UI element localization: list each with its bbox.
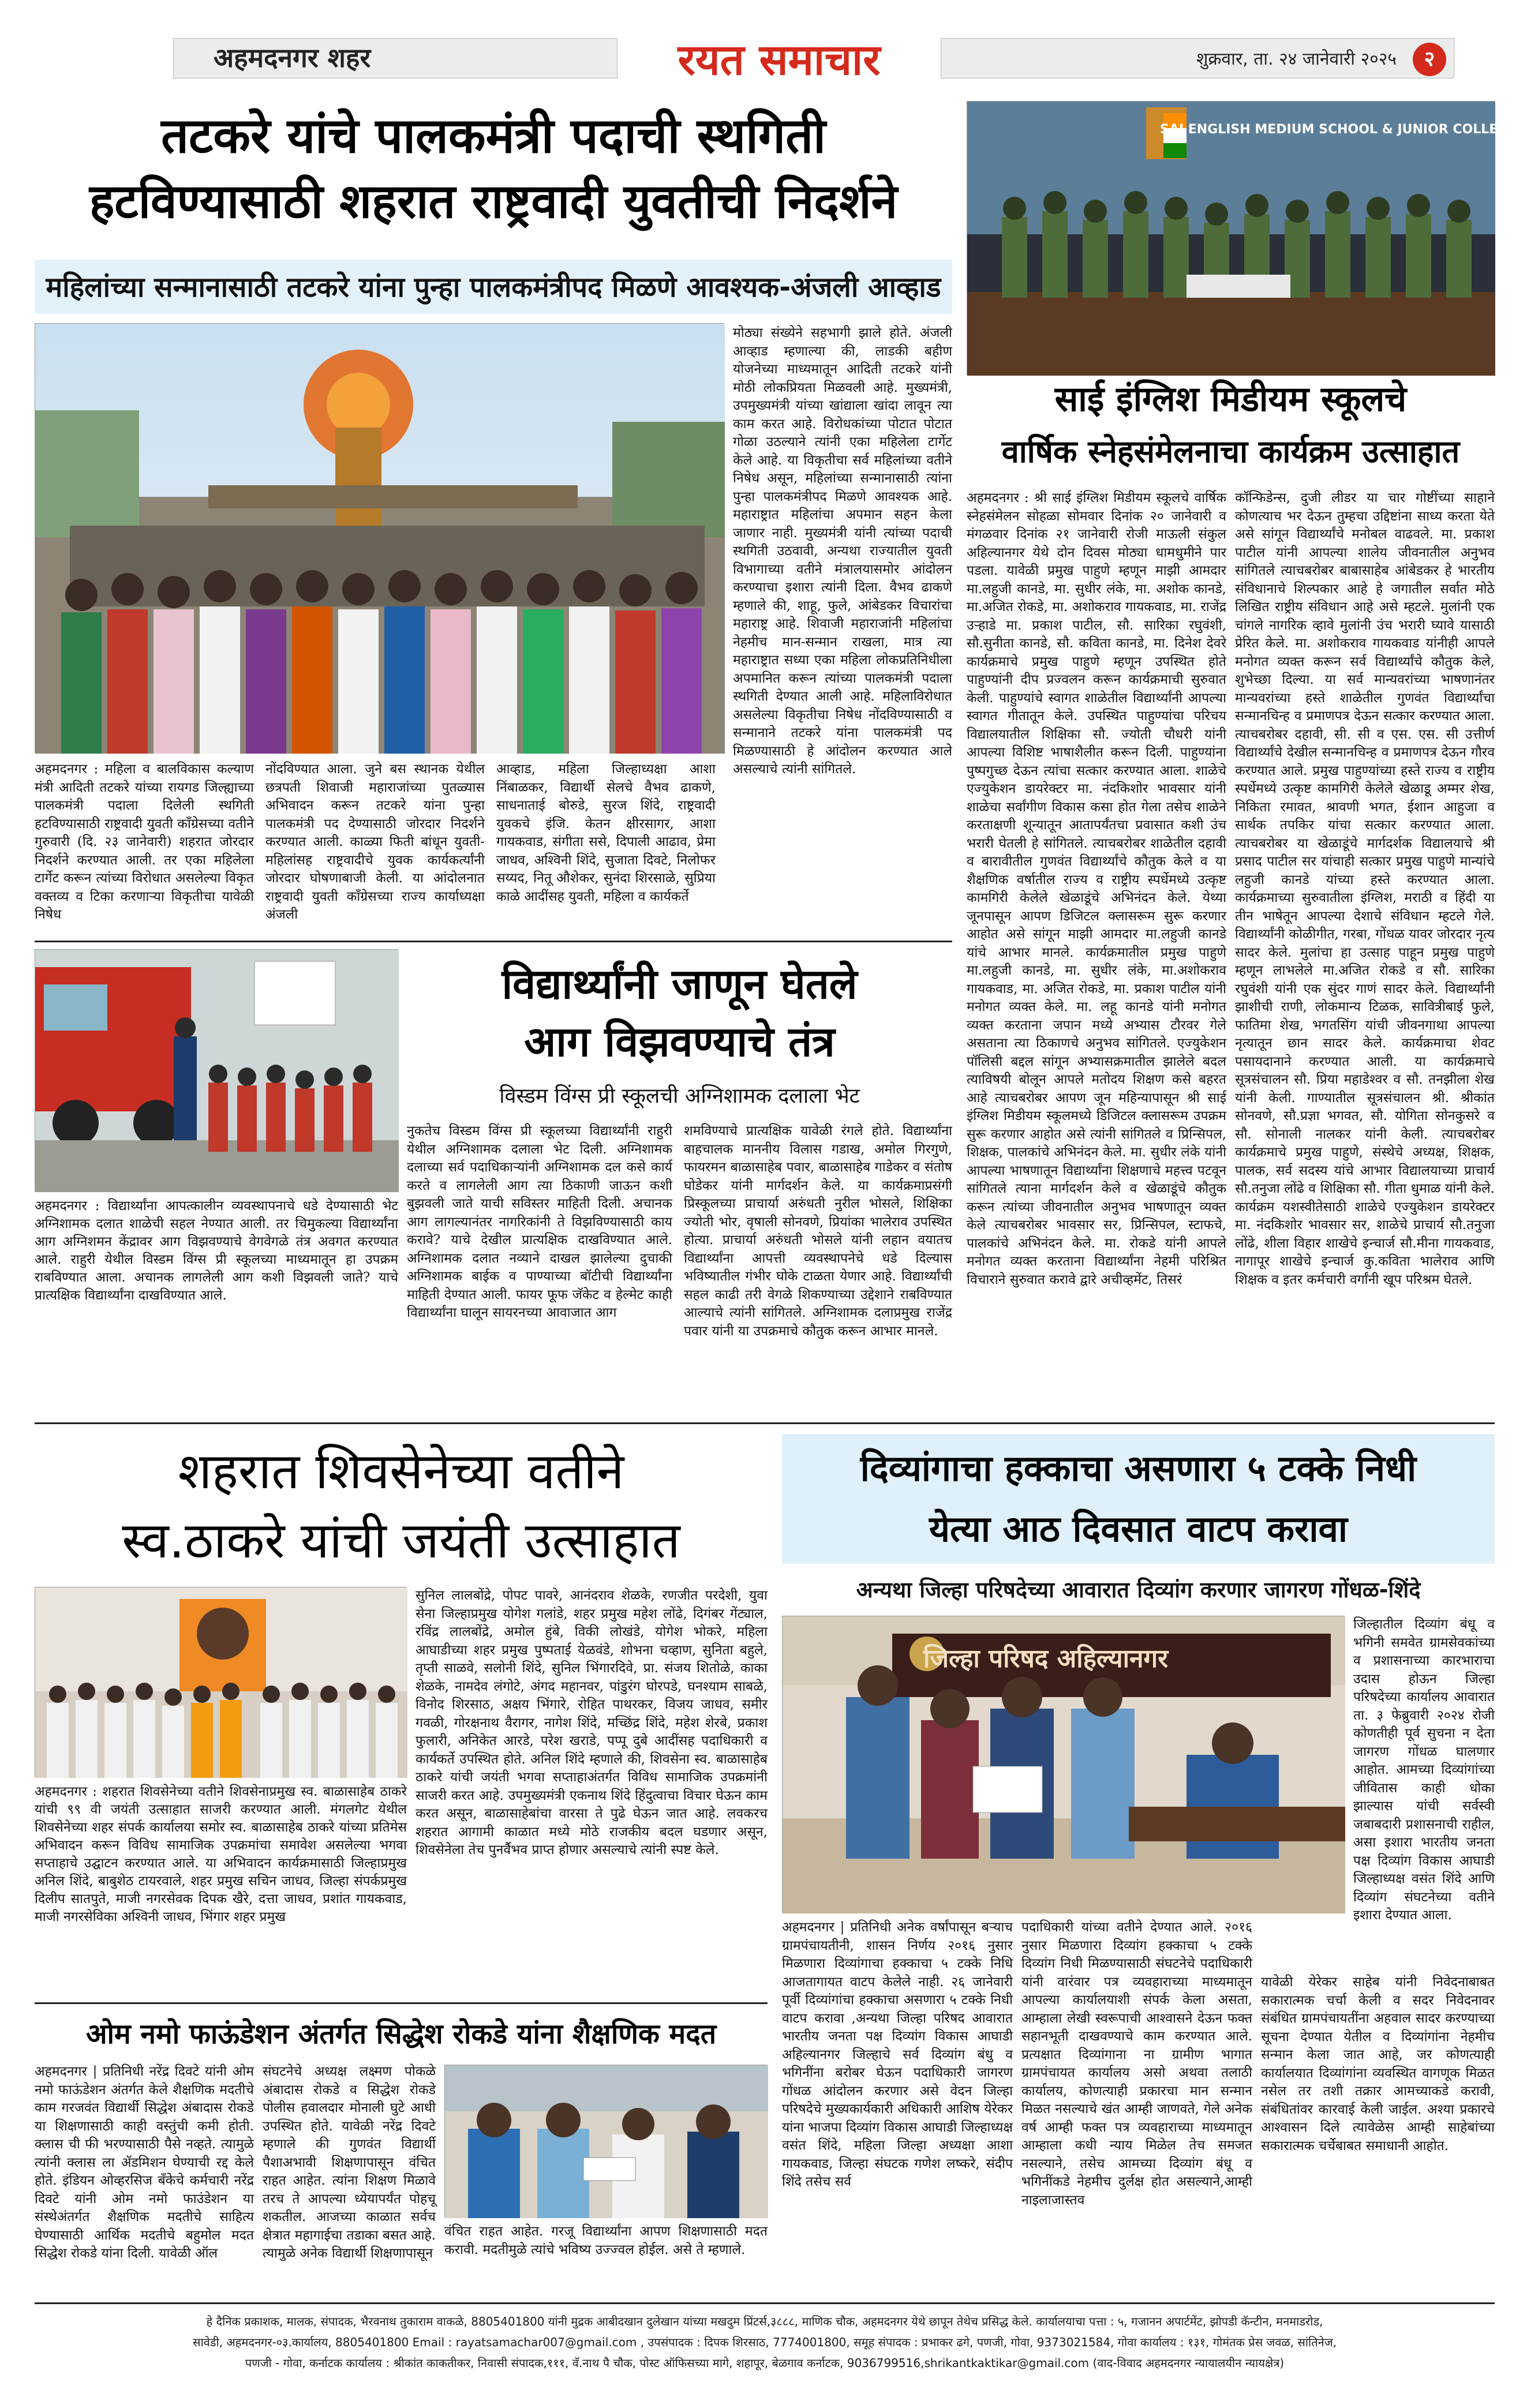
story1-column-1: अहमदनगर : महिला व बालविकास कल्याण मंत्री आदिती तटकरे यांच्या रायगड जिल्ह्याच्या पालकमंत्री पदाला दिलेली स्थगिती हटविण्यासाठी राष्ट्रवादी युवती काँग्रेसच्या वतीने गुरुवारी (दि. २३ जानेवारी) शहरात जोरदार निदर्शने करण्यात आली. तर एका महिलेला टार्गेट करून त्यांच्या विरोधात असलेल्या विकृत वक्तव्य व टिका करणाऱ्या विकृतीचा यावेळी निषेध: [35, 762, 254, 922]
shivsena-event-illustration: [35, 1587, 407, 1778]
story5-headline: ओम नमो फाऊंडेशन अंतर्गत सिद्धेश रोकडे यांना शैक्षणिक मदत: [85, 2018, 717, 2050]
story6-column-3: यावेळी येरेकर साहेब यांनी निवेदनाबाबत सकारात्मक चर्चा केली व सदर निवेदनावर संबंधित ग्रामपंचायतींना अहवाल सादर करण्याच्या सूचना देण्यात येतील व दिव्यांगांना नेहमीच सन्मान केला जात आहे, जर कोणत्याही कार्यालयात दिव्यांगांना व्यवस्थित वागणूक मिळत नसेल तर तशी तक्रार आमच्याकडे करावी, संबंधितांवर कारवाई केली जाईल. अश्या प्रकारचे आश्वासन दिले त्यावेळेस आम्ही साहेबांच्या सकारात्मक चर्चेबाबत समाधानी आहोत.: [1261, 1975, 1495, 2154]
story6-column-2: पदाधिकारी यांच्या वतीने देण्यात आले. २०१६ नुसार मिळणारा दिव्यांग हक्काचा ५ टक्के दिव्यांग निधी मिळण्यासाठी संघटनेचे पदाधिकारी यांनी वारंवार पत्र व्यवहाराच्या माध्यमातून आपल्या कार्यालयाशी संपर्क केला असता, आम्हाला लेखी स्वरूपाची आश्वासने देऊन फक्त सहानभूती दाखवण्याचे काम करण्यात आले. प्रत्यक्षात दिव्यांगाना ना ग्रामीण भागात ग्रामपंचायत कार्यालय असो अथवा तलाठी कार्यालय, कोणत्याही प्रकारचा मान सन्मान मिळत नसल्याचे खंत आम्ही जाणवते, गेले अनेक वर्ष आम्ही फक्त पत्र व्यवहाराच्या माध्यमातून आम्हाला कधी न्याय मिळेल तेच समजत नसल्याने, तसेच आमच्या दिव्यांग बंधू व भगिनींकडे नेहमीच दुर्लक्ष होत असल्याने,आम्ही नाइलाजास्तव: [1021, 1920, 1252, 2208]
story2-column-1: अहमदनगर : श्री साई इंग्लिश मिडीयम स्कूलचे वार्षिक स्नेहसंमेलन सोहळा सोमवार दिनांक २० जानेवारी व मंगळवार दिनांक २१ जानेवारी रोजी माऊली संकुल अहिल्यानगर येथे दोन दिवस मोठ्या धामधुमीने पार पडला. यावेळी प्रमुख पाहुणे म्हणून माझी आमदार मा.लहुजी कानडे, मा. सुधीर लंके, मा. अशोक कानडे, मा.अजित रोकडे, मा. अशोकराव गायकवाड, मा. राजेंद्र उऱ्हाडे मा. प्रकाश पाटील, सौ. सारिका रघुवंशी, सौ.सुनीता कानडे, सौ. कविता कानडे, मा. दिनेश देवरे कार्यक्रमाचे प्रमुख पाहुणे म्हणून उपस्थित होते पाहुण्यांनी दीप प्रज्वलन करून कार्यक्रमाची सुरुवात केली. पाहुण्यांचे स्वागत शाळेतील विद्यार्थ्यांनी आपल्या स्वागत गीतातून केले. उपस्थित पाहुण्यांचा परिचय विद्यालयातील शिक्षिका सौ. ज्योती चौधरी यांनी आपल्या विशिष्ट भाषाशैलीत करून दिली. पाहुण्यांना पुष्पगुच्छ देऊन त्यांचा सत्कार करण्यात आला. शाळेचे एज्युकेशन डायरेक्टर मा. नंदकिशोर भावसार यांनी शाळेचा सर्वांगीण विकास कसा होत गेला तसेच शाळेने करताक्षणी शून्यातून आतापर्यंतचा प्रवासात कशी उंच भरारी घेतली हे सांगितले. त्याचबरोबर शाळेतील दहावी व बारावीतील गुणवंत विद्यार्थ्यांचे कौतुक केले व या शैक्षणिक वर्षातील राज्य व राष्ट्रीय स्पर्धेमध्ये उत्कृष्ट कामगिरी केलेले खेळाडूंचे अभिनंदन केले. येथ्या जूनपासून आपण डिजिटल क्लासरूम सुरू करणार आहोत असे सांगून माझी आमदार मा.लहुजी कानडे यांचे आभार मानले. कार्यक्रमातील प्रमुख पाहुणे मा.लहुजी कानडे, मा. सुधीर लंके, मा.अशोकराव गायकवाड, मा. अजित रोकडे, मा. प्रकाश पाटील यांनी मनोगत व्यक्त केले. मा. लहू कानडे यांनी मनोगत व्यक्त करताना जपान मध्ये अभ्यास टौरवर गेले असताना त्या ठिकाणचे अनुभव सांगितले. एज्युकेशन पॉलिसी बद्दल सांगून अभ्यासक्रमातील झालेले बदल त्याविषयी बोलून आपले मतोदय शिक्षण कसे बहरत आहे त्याचबरोबर आपण जून महिन्यापासून श्री साई इंग्लिश मिडीयम स्कूलमध्ये डिजिटल क्लासरूम उपक्रम सुरू करणार आहोत असे त्यांनी सांगितले व प्रिन्सिपल, शिक्षक, पालकांचे अभिनंदन केले. मा. सुधीर लंके यांनी आपल्या भाषणातून विद्यार्थ्यांना शिक्षणाचे महत्त्व पटवून सांगितले त्याना मार्गदर्शन केले व खेळाडूंचे कौतुक करून त्यांच्या जीवनातील अनुभव भाषणातून व्यक्त केले त्याचबरोबर भावसार सर, प्रिन्सिपल, स्टाफचे, पालकांचे अभिनंदन केले. मा. रोकडे यांनी आपले मनोगत व्यक्त करताना विद्यार्थ्यांना नेहमी परिश्रित विचाराने सुरुवात करावे द्वारे अचीव्हमेंट, तिसरं: [967, 490, 1226, 1287]
edition-label: अहमदनगर शहर: [214, 42, 371, 73]
story6-column-right-top: जिल्हातील दिव्यांग बंधू व भगिनी समवेत ग्रामसेवकांच्या व प्रशासनाच्या कारभाराचा उदास होऊन जिल्हा परिषदेच्या कार्यालय आवारात ता. ३ फेब्रुवारी २०२४ रोजी कोणतीही पूर्व सुचना न देता जागरण गोंधळ घालणार आहोत. आमच्या दिव्यांगांच्या जीवितास काही धोका झाल्यास यांची सर्वस्वी जबाबदारी प्रशासनाची राहील, असा इशारा भारतीय जनता पक्ष दिव्यांग विकास आघाडी जिल्हाध्यक्ष वसंत शिंदे आणि दिव्यांग संघटनेच्या वतीने इशारा देण्यात आला.: [1353, 1617, 1495, 1923]
zilla-parishad-sign: जिल्हा परिषद अहिल्यानगर: [923, 1644, 1169, 1673]
foundation-photo: [444, 2065, 768, 2218]
story3-headline-line1: विद्यार्थ्यांनी जाणून घेतले: [501, 960, 858, 1008]
story3-column-1: नुकतेच विस्डम विंग्स प्री स्कूलच्या विद्यार्थ्यांनी राहुरी येथील अग्निशामक दलाला भेट दिली. अग्निशामक दलाच्या सर्व पदाधिकाऱ्यांनी अग्निशामक दल कसे कार्य करते व लागलेली आग त्या ठिकाणी जाऊन कशी बुझवली जाते याची सविस्तर माहिती दिली. अचानक आग लागल्यानंतर नागरिकांनी ते विझविण्यासाठी काय करावे? याचे देखील प्रात्यक्षिक दाखविण्यात आले. अग्निशामक दलात नव्याने दाखल झालेल्या दुचाकी अग्निशामक बाईक व पाण्याच्या बॉटीची विद्यार्थ्यांना माहिती देण्यात आली. फायर फूफ जॅकेट व हेल्मेट काही विद्यार्थ्यांना घालून सायरनच्या आवाजात आग: [407, 1124, 672, 1320]
page-number: २: [1413, 43, 1446, 76]
fire-brigade-illustration: [35, 950, 399, 1192]
story5-column-2: संघटनेचे अध्यक्ष लक्ष्मण पोकळे अंबादास रोकडे व सिद्धेश रोकडे पोलीस हवालदार मोनाली घुटे आधी उपस्थित होते. यावेळी नरेंद्र दिवटे म्हणाले की गुणवंत विद्यार्थी पैशाअभावी शिक्षणापासून वंचित राहत आहेत. त्यांना शिक्षण मिळावे तरच ते आपल्या ध्येयापर्यंत पोहचू शकतील. आजच्या काळात सर्वच क्षेत्रात महागाईचा तडाका बसत आहे. त्यामुळे अनेक विद्यार्थी शिक्षणापासून: [263, 2064, 436, 2261]
school-banner-text: SAI ENGLISH MEDIUM SCHOOL & JUNIOR COLLEGE: [1160, 122, 1517, 137]
foundation-photo-illustration: [445, 2065, 768, 2218]
story1-subheading: महिलांच्या सन्मानासाठी तटकरे यांना पुन्हा पालकमंत्रीपद मिळणे आवश्यक-अंजली आव्हाड: [46, 271, 941, 304]
divider: [35, 941, 952, 942]
story6-headline-line1: दिव्यांगाचा हक्काचा असणारा ५ टक्के निधी: [860, 1447, 1417, 1489]
protest-photo: [35, 323, 724, 753]
story1-column-3: आव्हाड, महिला जिल्हाध्यक्षा आशा निंबाळकर, विद्यार्थी सेलचे वैभव ढाकणे, साधनाताई बोरुडे, सुरज शिंदे, राष्ट्रवादी युवकचे इंजि. केतन क्षीरसागर, आशा गायकवाड, संगीता ससे, दिपाली आढाव, प्रेमा जाधव, अश्विनी शिंदे, सुजाता दिवटे, निलोफर सय्यद, नितू औशेकर, सुनंदा शिरसाळे, सुप्रिया काळे आदींसह युवती, महिला व कार्यकर्ते: [496, 762, 716, 904]
story3-headline-line2: आग विझवण्याचे तंत्र: [524, 1017, 835, 1066]
story3-subheading: विस्डम विंग्स प्री स्कूलची अग्निशामक दलाला भेट: [499, 1084, 860, 1108]
divider: [35, 2002, 768, 2004]
story4-caption: अहमदनगर : शहरात शिवसेनेच्या वतीने शिवसेनाप्रमुख स्व. बाळासाहेब ठाकरे यांची ९९ वी जयंती उत्साहात साजरी करण्यात आली. मंगलगेट येथील शिवसेनेच्या शहर संपर्क कार्यालया समोर स्व. बाळासाहेब ठाकरे यांच्या प्रतिमेस अभिवादन करून विविध सामाजिक उपक्रमांचा समावेश असलेल्या भगवा सप्ताहाचे उद्घाटन करण्यात आले. या अभिवादन कार्यक्रमासाठी जिल्हाप्रमुख अनिल शिंदे, बाबुशेठ टायरवाले, शहर प्रमुख सचिन जाधव, जिल्हा संपर्कप्रमुख दिलीप सातपुते, माजी नगरसेवक दिपक खैरे, दत्ता जाधव, प्रशांत गायकवाड, माजी नगरसेविका अश्विनी जाधव, भिंगार शहर प्रमुख: [35, 1784, 407, 1924]
issue-date: शुक्रवार, ता. २४ जानेवारी २०२५: [1196, 49, 1397, 69]
paper-name: रयत समाचार: [678, 35, 881, 85]
school-event-photo: [967, 101, 1517, 375]
story1-column-2: नोंदविण्यात आला. जुने बस स्थानक येथील छत्रपती शिवाजी महाराजांच्या पुतळ्यास अभिवादन करून तटकरे यांना पुन्हा पालकमंत्री पद देण्यासाठी जोरदार निदर्शने करण्यात आली. काळ्या फिती बांधून युवती-महिलांसह राष्ट्रवादीचे युवक कार्यकर्त्यांनी जोरदार घोषणाबाजी केली. या आंदोलनात राष्ट्रवादी युवती काँग्रेसच्या राज्य कार्याध्यक्षा अंजली: [265, 762, 485, 922]
divider: [35, 2302, 1495, 2304]
story1-column-right-top: मोठ्या संख्येने सहभागी झाले होते. अंजली आव्हाड म्हणाल्या की, लाडकी बहीण योजनेच्या माध्यमातून आदिती तटकरे यांनी मोठी लोकप्रियता मिळवली आहे. मुख्यमंत्री, उपमुख्यमंत्री यांच्या खांद्याला खांदा लावून त्या काम करत आहे. विरोधकांच्या पोटात पोटात गोळा उठल्याने त्यांनी एका महिलेला टार्गेट केले आहे. या विकृतीचा सर्व महिलांच्या वतीने निषेध असून, महिलांच्या सन्मानासाठी त्यांना पुन्हा पालकमंत्रीपद मिळणे आवश्यक आहे. महाराष्ट्रात महिलांचा अपमान सहन केला जाणार नाही. मुख्यमंत्री यांनी त्यांच्या पदाची स्थगिती उठवावी, अन्यथा राज्यातील युवती विभागाच्या वतीने मंत्रालयासमोर आंदोलन करण्याचा इशारा त्यांनी दिला. वैभव ढाकणे म्हणाले की, शाहू, फुले, आंबेडकर विचारांचा महाराष्ट्र आहे. शिवाजी महाराजांनी महिलांचा नेहमीच मान-सन्मान राखला, मात्र त्या महाराष्ट्रात सध्या एका महिला लोकप्रतिनिधीला अपमानित करून त्यांच्या पालकमंत्री पदाला स्थगिती देण्यात आली आहे. महिलाविरोधात असलेल्या विकृतीचा निषेध नोंदविण्यासाठी व सन्मानाने तटकरे यांना पालकमंत्री पद मिळण्यासाठी हे आंदोलन करण्यात आले असल्याचे त्यांनी सांगितले.: [733, 325, 952, 777]
story6-column-1: अहमदनगर | प्रतिनिधी अनेक वर्षांपासून बऱ्याच ग्रामपंचायतीनी, शासन निर्णय २०१६ नुसार मिळणारा दिव्यांगाचा हक्काचा ५ टक्के निधि आजतागायत वाटप केलेले नाही. २६ जानेवारी पूर्वी दिव्यांगांचा हक्काचा असणारा ५ टक्के निधी वाटप करावा ,अन्यथा जिल्हा परिषद आवारात भारतीय जनता पक्ष दिव्यांग विकास आघाडी अहिल्यानगर जिल्हाचे सर्व दिव्यांग बंधु व भगिनींना बरोबर घेऊन पदाधिकारी जागरण गोंधळ आंदोलन करणार असे वेदन जिल्हा परिषदेचे मुख्यकार्यकारी अधिकारी आशिष येरेकर यांना भाजपा दिव्यांग विकास आघाडी जिल्हाध्यक्ष वसंत शिंदे, महिला जिल्हा अध्यक्षा आशा गायकवाड, जिल्हा संघटक गणेश लष्करे, संदीप शिंदे तसेच सर्व: [782, 1920, 1013, 2189]
story4-headline-line2: स्व.ठाकरे यांची जयंती उत्साहात: [122, 1512, 680, 1570]
imprint-line-3: पणजी - गोवा, कर्नाटक कार्यालय : श्रीकांत काकतीकर, निवासी संपादक,१११, वॅ.नाथ पै चौक, पोस्ट ऑफिसच्या मागे, शहापूर, बेळगाव कर्नाटक, 9036799516,shrikantkaktikar@gmail.com (वाद-विवाद अहमदनगर न्यायालयीन न्यायक्षेत्र): [245, 2356, 1285, 2370]
divider: [35, 1422, 1495, 1424]
imprint-line-2: सावेडी, अहमदनगर-०३.कार्यालय, 8805401800 Email : rayatsamachar007@gmail.com , उपसंपादक : दिपक शिरसाठ, 7774001800, समूह संपादक : प्रभाकर ढगे, पणजी, गोवा, 9373021584, गोवा कार्यालय : १३१, गोमंतक प्रेस जवळ, सांतिनेज,: [193, 2335, 1337, 2349]
story3-caption: अहमदनगर : विद्यार्थ्यांना आपत्कालीन व्यवस्थापनाचे धडे देण्यासाठी भेट अग्निशामक दलात शाळेची सहल नेण्यात आली. तर चिमुकल्या विद्यार्थ्यांना आग अग्निशमन केंद्रावर आग विझवण्याचे वेगवेगळे तंत्र अवगत करण्यात आले. राहुरी येथील विस्डम विंग्स प्री स्कूलच्या माध्यमातून हा उपक्रम राबविण्यात आला. अचानक लागलेली आग कशी विझवली जाते? याचे प्रात्यक्षिक विद्यार्थ्यांना दाखविण्यात आले.: [35, 1199, 398, 1303]
story2-column-2: कॉन्फिडेन्स, दुजी लीडर या चार गोष्टींच्या साहाने कोणत्याच भर देऊन तुम्हचा उद्दिष्टांना साध्य करता येते असे सांगून विद्यार्थ्यांचे मनोबल वाढवले. मा. प्रकाश पाटील यांनी आपल्या शालेय जीवनातील अनुभव सांगितले त्याचबरोबर बाबासाहेब आंबेडकर हे भारतीय संविधानाचे शिल्पकार आहे हे जगातील सर्वात मोठे लिखित राष्ट्रीय संविधान आहे असे म्हटले. मुलांनी एक चांगले नागरिक व्हावे मुलांनी उंच भरारी घ्यावे यासाठी प्रेरित केले. मा. अशोकराव गायकवाड यांनीही आपले मनोगत व्यक्त करून सर्व विद्यार्थ्यांचे कौतुक केले, शुभेच्छा दिल्या. या सर्व मान्यवरांच्या भाषणानंतर मान्यवरांच्या हस्ते शाळेतील गुणवंत विद्यार्थ्यांचा सन्मानचिन्ह व प्रमाणपत्र देऊन सत्कार करण्यात आला. त्याचबरोबर दहावी, सी. सी व एस. एस. सी उत्तीर्ण विद्यार्थ्यांचे देखील सन्मानचिन्ह व प्रमाणपत्र देऊन गौरव करण्यात आले. प्रमुख पाहुण्यांच्या हस्ते राज्य व राष्ट्रीय स्पर्धेमध्ये उत्कृष्ट कामगिरी केलेले खेळाडू अम्मर शेख, निकिता रमावत, श्रावणी भगत, ईशान आहुजा व सार्थक तपकिर यांचा सत्कार करण्यात आला. त्याचबरोबर या खेळाडूंचे मार्गदर्शक विद्यालयाचे श्री प्रसाद पाटील सर यांचाही सत्कार प्रमुख पाहुणे मान्यांचे लहुजी कानडे यांच्या हस्ते करण्यात आला. कार्यक्रमाच्या सुरुवातीला इंग्लिश, मराठी व हिंदी या तीन भाषेतून आपल्या देशाचे संविधान म्हटले गेले. विद्यार्थ्यांनी कोळीगीत, गरबा, गोंधळ यावर जोरदार नृत्य सादर केले. मुलांचा हा उत्साह पाहून प्रमुख पाहुणे म्हणून लाभलेले मा.अजित रोकडे व सौ. सारिका रघुवंशी यांनी एक सुंदर गाणं सादर केले. विद्यार्थ्यांनी झाशीची राणी, लोकमान्य टिळक, सावित्रीबाई फुले, फातिमा शेख, भगतसिंग यांची जीवनगाथा आपल्या नृत्यातून छान सादर केले. कार्यक्रमाचा शेवट पसायदानाने करण्यात आली. या कार्यक्रमाचे सूत्रसंचालन सौ. प्रिया महाडेश्वर व सौ. तनझीला शेख यांनी केली. गाण्यातील सूत्रसंचालन श्री. श्रीकांत सोनवणे, सौ.प्रज्ञा भगवत, सौ. योगिता सोनकुसरे व सौ. सोनाली नालकर यांनी केली. त्याचबरोबर कार्यक्रमाचे प्रमुख पाहुणे, संस्थेचे अध्यक्ष, शिक्षक, पालक, सर्व सदस्य यांचे आभार विद्यालयाच्या प्राचार्य सौ.तनुजा लोंढे व शिक्षिका सौ. गीता धुमाळ यांनी केले. कार्यक्रम यशस्वीतेसाठी शाळेचे एज्युकेशन डायरेक्टर मा. नंदकिशोर भावसार सर, शाळेचे प्राचार्य सौ.तनुजा लोंढे, शीला विहार शाखेचे इन्चार्ज सौ.मीना गायकवाड, नागापूर शाखेचे इन्चार्ज कु.कविता भालेराव आणि शिक्षक व इतर कर्मचारी वर्गांनी खूप परिश्रम घेतले.: [1235, 490, 1495, 1287]
story5-column-3: वंचित राहत आहेत. गरजू विद्यार्थ्यांना आपण शिक्षणासाठी मदत करावी. मदतीमुळे त्यांचे भविष्य उज्ज्वल होईल. असे ते म्हणाले.: [444, 2224, 768, 2257]
masthead: [173, 32, 1483, 90]
story1-headline-line2: हटविण्यासाठी शहरात राष्ट्रवादी युवतीची निदर्शने: [89, 174, 898, 229]
story4-column: सुनिल लालबोंद्रे, पोपट पावरे, आनंदराव शेळके, रणजीत परदेशी, युवा सेना जिल्हाप्रमुख योगेश गलांडे, शहर प्रमुख महेश लोंढे, दिगंबर गेंट्याल, रविंद्र लालबोंद्रे, अमोल हुंबे, विकी लोखंडे, योगेश भोकरे, महिला आघाडीच्या शहर प्रमुख पुष्पताई येळवंडे, शोभना चव्हाण, सुनिता बहुले, तृप्ती साळवे, सलोनी शिंदे, सुनिल भिंगारदिवे, प्रा. संजय शितोळे, काका शेळके, नामदेव लंगोटे, अंगद महानवर, पांडुरंग घोरपडे, घनश्याम साबळे, विनोद शिरसाठ, अक्षय भिंगारे, रोहित पाथरकर, विजय जाधव, समीर गवळी, गोरक्षनाथ वैरागर, नागेश शिंदे, मच्छिंद्र शिंदे, महेश शेरबे, प्रकाश फुलारी, अनिकेत आरडे, परेश खराडे, पप्पू दुबे आदींसह पदाधिकारी व कार्यकर्ते उपस्थित होते. अनिल शिंदे म्हणाले की, शिवसेना स्व. बाळासाहेब ठाकरे यांची जयंती भगवा सप्ताहाअंतर्गत विविध सामाजिक उपक्रमांनी साजरी करत आहे. उपमुख्यमंत्री एकनाथ शिंदे हिंदुत्वाचा विचार घेऊन काम करत असून, बाळासाहेबांचा वारसा ते पुढे घेऊन जात आहे. लवकरच शहरात आगामी काळात मध्ये मोठे राजकीय बदल घडणार असून, शिवसेनेला तेच पुनर्वैभव प्राप्त होणार असल्याचे त्यांनी स्पष्ट केले.: [416, 1588, 768, 1858]
story4-headline-line1: शहरात शिवसेनेच्या वतीने: [178, 1443, 624, 1500]
fire-brigade-photo: [35, 949, 398, 1192]
protest-photo-illustration: [35, 324, 725, 754]
story6-headline-line2: येत्या आठ दिवसात वाटप करावा: [929, 1508, 1348, 1550]
imprint-line-1: हे दैनिक प्रकाशक, मालक, संपादक, भैरवनाथ तुकाराम वाकळे, 8805401800 यांनी मुद्रक आबीदखान दुलेखान यांच्या मखदुम प्रिंटर्स,३८८८, माणिक चौक, अहमदनगर येथे छापून तेथेच प्रसिद्ध केले. कार्यालयाचा पत्ता : ५, गजानन अपार्टमेंट, झोपडी कॅन्टीन, मनमाडरोड,: [206, 2315, 1323, 2328]
story2-headline-line1: साई इंग्लिश मिडीयम स्कूलचे: [1054, 379, 1407, 420]
shivsena-event-photo: [35, 1587, 407, 1777]
story2-headline-line2: वार्षिक स्नेहसंमेलनाचा कार्यक्रम उत्साहात: [1001, 433, 1460, 470]
story3-column-2: शमविण्याचे प्रात्यक्षिक यावेळी रंगले होते. विद्यार्थ्यांना बाहचालक माननीय विलास गडाख, अमोल गिरगुणे, फायरमन बाळासाहेब पवार, बाळासाहेब गाडेकर व संतोष घोडेकर यांनी मार्गदर्शन केले. या कार्यक्रमाप्रसंगी प्रिस्कूलच्या प्राचार्या अरुंधती नुरील भोसले, शिक्षिका ज्योती भोर, वृषाली सोनवणे, प्रियांका भालेराव उपस्थित होत्या. प्राचार्या अरुंधती भोसले यांनी लहान वयातच विद्यार्थ्यांना आपत्ती व्यवस्थापनेचे धडे दिल्यास भविष्यातील गंभीर घोके टाळता येणार आहे. विद्यार्थ्यांची सहल काढी तरी वेगळे शिकण्याच्या उद्देशाने राबविण्यात आल्याचे त्यांनी सांगितले. अग्निशामक दलाप्रमुख राजेंद्र पवार यांनी या उपक्रमाचे कौतुक करून आभार मानले.: [684, 1124, 952, 1339]
story6-subheading: अन्यथा जिल्हा परिषदेच्या आवारात दिव्यांग करणार जागरण गोंधळ-शिंदे: [856, 1577, 1421, 1602]
story5-column-1: अहमदनगर | प्रतिनिधी नरेंद्र दिवटे यांनी ओम नमो फाऊंडेशन अंतर्गत केले शैक्षणिक मदतीचे काम गरजवंत विद्यार्थी सिद्धेश अंबादास रोकडे या शिक्षणासाठी काही वस्तुंची कमी होती. क्लास ची फी भरण्यासाठी पैसे नव्हते. त्यामुळे त्यांनी क्लास ला ॲडमिशन घेण्याची रद्द केले होते. इंडियन ओव्हरसिज बँकेचे कर्मचारी नरेंद्र दिवटे यांनी ओम नमो फाउंडेशन या संस्थेअंतर्गत शैक्षणिक मदतीचे साहित्य घेण्यासाठी आर्थिक मदतीचे बहुमोल मदत सिद्धेश रोकडे यांना दिली. यावेळी ऑल: [35, 2064, 254, 2261]
school-event-illustration: [967, 102, 1517, 376]
story1-headline-line1: तटकरे यांचे पालकमंत्री पदाची स्थगिती: [161, 107, 826, 164]
